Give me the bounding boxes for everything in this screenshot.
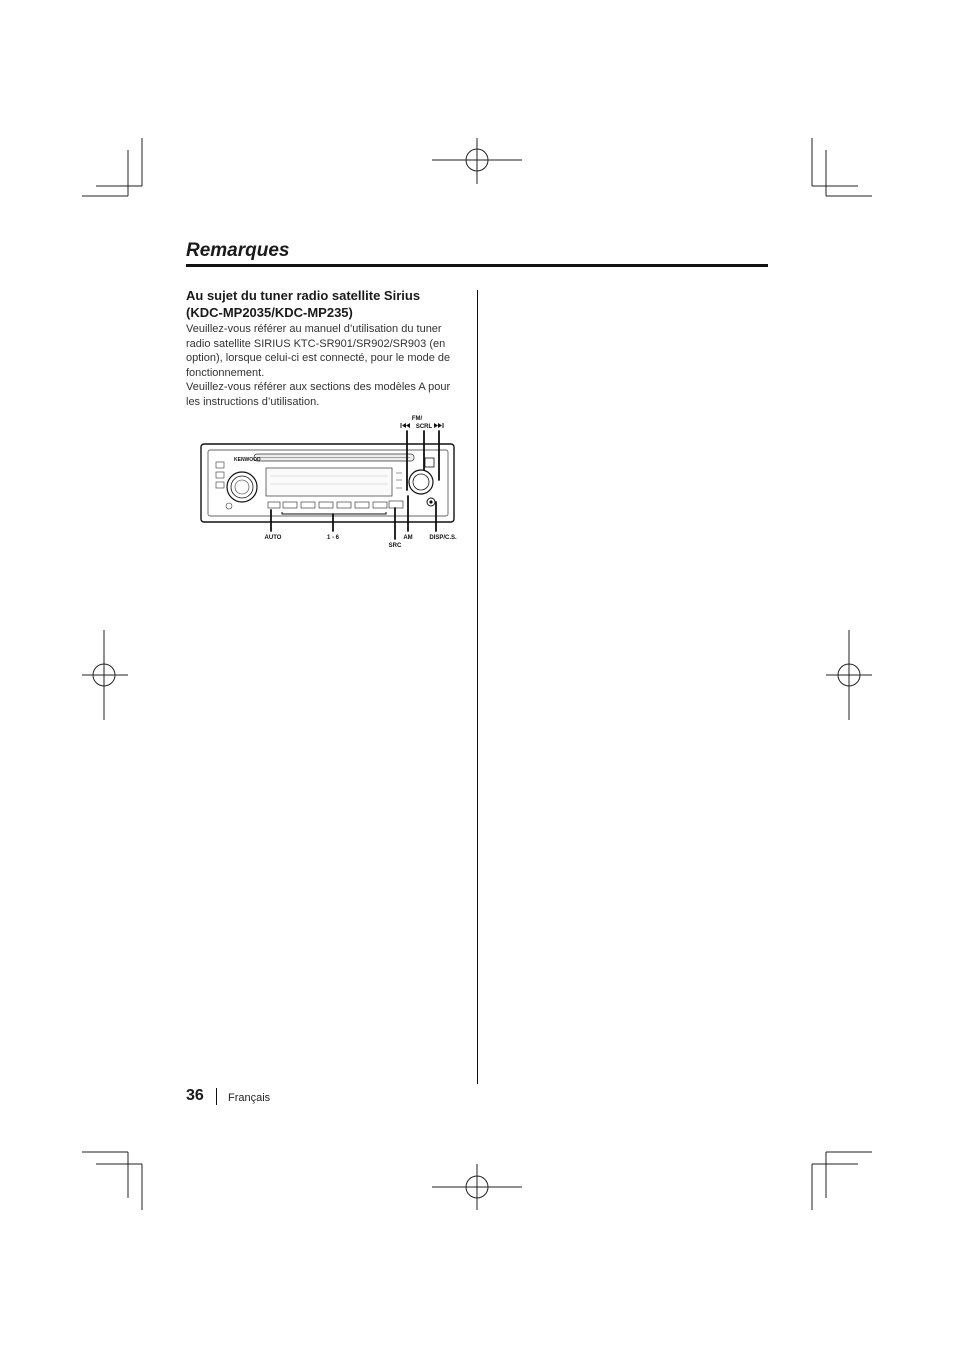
label-presets: 1 - 6: [326, 535, 340, 541]
label-scrl: SCRL: [415, 424, 433, 430]
skip-back-icon: [401, 423, 410, 428]
label-fm: FM/: [411, 416, 423, 422]
label-auto: AUTO: [264, 535, 282, 541]
section-heading: [186, 287, 466, 321]
paragraph-manual: Veuillez-vous référer au manuel d’utilisation du tuner radio satellite SIRIUS KTC-SR901/SR902/SR903 (en option), lorsque celui-ci est connecté, pour le mode de fonctionnement.: [186, 323, 451, 379]
page-language: Français: [228, 1092, 271, 1104]
section-heading-line2: (KDC-MP2035/KDC-MP235): [186, 305, 353, 320]
label-disp-cs: DISP/C.S.: [429, 535, 457, 541]
skip-forward-icon: [434, 423, 443, 428]
column-divider: [477, 290, 478, 1084]
label-src: SRC: [388, 543, 402, 549]
title-rule: [186, 264, 768, 267]
brand-logo: KENWOOD: [234, 457, 261, 463]
section-heading-line1: Au sujet du tuner radio satellite Sirius: [186, 288, 421, 303]
paragraph-sections: Veuillez-vous référer aux sections des modèles A pour les instructions d’utilisation.: [186, 381, 451, 408]
head-unit-figure: [196, 410, 466, 555]
footer-divider: [216, 1088, 217, 1105]
page-number: 36: [186, 1087, 204, 1104]
label-am: AM: [403, 535, 413, 541]
page-title: Remarques: [186, 240, 290, 261]
sirius-tuner-section: [186, 287, 466, 409]
